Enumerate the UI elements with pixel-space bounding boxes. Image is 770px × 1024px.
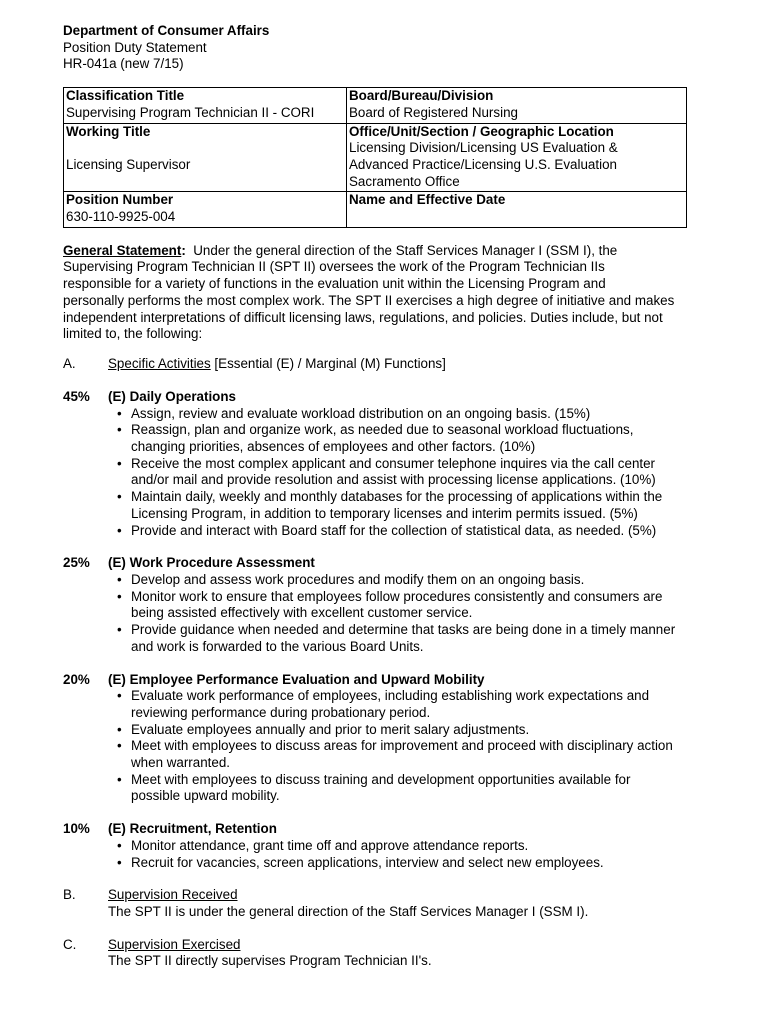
general-statement-line: limited to, the following: [63,326,203,342]
bullet-line: • Reassign, plan and organize work, as needed due to seasonal workload fluctuations, [131,422,634,438]
duty-bullet [131,589,687,622]
duty-percentage: 25% [63,555,90,571]
general-statement-line: responsible for a variety of functions in the evaluation unit within the Licensing Program and [63,276,606,292]
general-statement-text: Under the general direction of the Staff Services Manager I (SSM I), the [193,242,618,258]
bullet-line: • Recruit for vacancies, screen applications, interview and select new employees. [131,854,604,870]
bullet-line: • Provide and interact with Board staff for the collection of statistical data, as needed. (5%) [131,522,657,538]
bullet-line: and work is forwarded to the various Board Units. [131,638,424,654]
working-title-value: Licensing Supervisor [66,156,191,172]
duty-bullet [131,688,687,721]
bullet-line: • Evaluate employees annually and prior to merit salary adjustments. [131,721,530,737]
position-number-value: 630-110-9925-004 [66,209,176,225]
general-statement-line [63,243,687,260]
general-statement-line: independent interpretations of difficult licensing laws, regulations, and policies. Duties include, but not [63,309,663,325]
duty-bullet [131,572,687,589]
office-label: Office/Unit/Section / Geographic Location [349,123,614,139]
bullet-line: • Meet with employees to discuss training and development opportunities available for [131,771,631,787]
duty-bullets [63,838,687,871]
classification-value: Supervising Program Technician II - CORI [66,104,315,120]
section-c [63,937,687,970]
duty-bullet [131,406,687,423]
bullet-line: • Receive the most complex applicant and consumer telephone inquires via the call center [131,455,656,471]
duty-percentage: 10% [63,821,90,837]
duty-bullet [131,722,687,739]
bullet-line: • Monitor attendance, grant time off and approve attendance reports. [131,837,529,853]
duty-bullet [131,855,687,872]
section-c-body [108,937,687,970]
bullet-line: • Monitor work to ensure that employees follow procedures consistently and consumers are [131,588,663,604]
position-number-cell [64,192,347,227]
bullet-line: • Provide guidance when needed and determine that tasks are being done in a timely manner [131,622,676,638]
section-letter: A. [63,355,76,371]
section-letter: C. [63,936,77,952]
duty-bullet [131,489,687,522]
office-line: Advanced Practice/Licensing U.S. Evaluation [349,156,617,172]
duty-bullet [131,523,687,540]
document-header [63,23,687,73]
section-b-body [108,887,687,920]
name-date-cell [347,192,687,227]
form-id: HR-041a (new 7/15) [63,56,184,72]
bullet-line: • Meet with employees to discuss areas for improvement and proceed with disciplinary action [131,738,673,754]
duty-bullet [131,622,687,655]
section-a-title-row [108,356,446,373]
bullet-line: • Evaluate work performance of employees, including establishing work expectations and [131,688,650,704]
section-a-suffix: [Essential (E) / Marginal (M) Functions] [210,355,446,371]
section-c-text: The SPT II directly supervises Program Technician II's. [108,953,432,969]
bullet-line: Licensing Program, in addition to temporary licenses and interim permits issued. (5%) [131,505,638,521]
duty-statement-page [63,23,687,970]
office-line: Licensing Division/Licensing US Evaluation & [349,140,618,156]
section-a-title: Specific Activities [108,355,211,371]
bullet-line: • Develop and assess work procedures and modify them on an ongoing basis. [131,571,585,587]
duty-section [63,672,687,806]
bullet-line: • Maintain daily, weekly and monthly databases for the processing of applications within the [131,489,663,505]
general-statement-label: General Statement [63,242,182,258]
general-statement-line: personally performs the most complex work. The SPT II exercises a high degree of initiative and makes [63,292,675,308]
working-title-cell [64,123,347,192]
duty-bullet [131,772,687,805]
office-cell [347,123,687,192]
general-statement [63,243,687,343]
duty-section [63,555,687,655]
duties-list [63,389,687,871]
department-name: Department of Consumer Affairs [63,23,270,38]
document-type: Position Duty Statement [63,39,207,55]
bullet-line: and/or mail and provide resolution and assist with processing license applications. (10%) [131,472,656,488]
duty-section [63,389,687,539]
spacer [66,140,346,157]
bullet-line: when warranted. [131,755,230,771]
bullet-line: being assisted effectively with excellent customer service. [131,605,473,621]
duty-bullets [63,572,687,656]
board-value: Board of Registered Nursing [349,104,518,120]
duty-bullets [63,406,687,540]
office-line: Sacramento Office [349,173,460,189]
board-label: Board/Bureau/Division [349,88,494,104]
bullet-line: reviewing performance during probationary period. [131,704,431,720]
general-statement-line: Supervising Program Technician II (SPT II) oversees the work of the Program Technician IIs [63,259,605,275]
duty-title: (E) Employee Performance Evaluation and Upward Mobility [108,671,485,687]
classification-label: Classification Title [66,88,185,104]
section-c-title: Supervision Exercised [108,936,241,952]
duty-bullets [63,688,687,805]
section-b-title: Supervision Received [108,887,238,903]
section-b [63,887,687,920]
duty-title: (E) Recruitment, Retention [108,821,277,837]
bullet-line: possible upward mobility. [131,788,280,804]
section-a-heading [63,356,687,373]
duty-percentage: 20% [63,671,90,687]
bullet-line: • Assign, review and evaluate workload distribution on an ongoing basis. (15%) [131,405,591,421]
classification-cell [64,88,347,123]
working-title-label: Working Title [66,123,151,139]
duty-percentage: 45% [63,388,90,404]
duty-bullet [131,422,687,455]
duty-bullet [131,838,687,855]
duty-title: (E) Daily Operations [108,388,236,404]
duty-bullet [131,456,687,489]
position-number-label: Position Number [66,192,174,208]
duty-section [63,821,687,871]
name-date-label: Name and Effective Date [349,192,506,208]
position-info-table [63,87,687,228]
general-statement-colon: : [181,242,186,258]
section-b-text: The SPT II is under the general direction of the Staff Services Manager I (SSM I). [108,903,589,919]
duty-bullet [131,738,687,771]
duty-title: (E) Work Procedure Assessment [108,555,315,571]
section-letter: B. [63,887,76,903]
board-cell [347,88,687,123]
bullet-line: changing priorities, absences of employees and other factors. (10%) [131,439,536,455]
